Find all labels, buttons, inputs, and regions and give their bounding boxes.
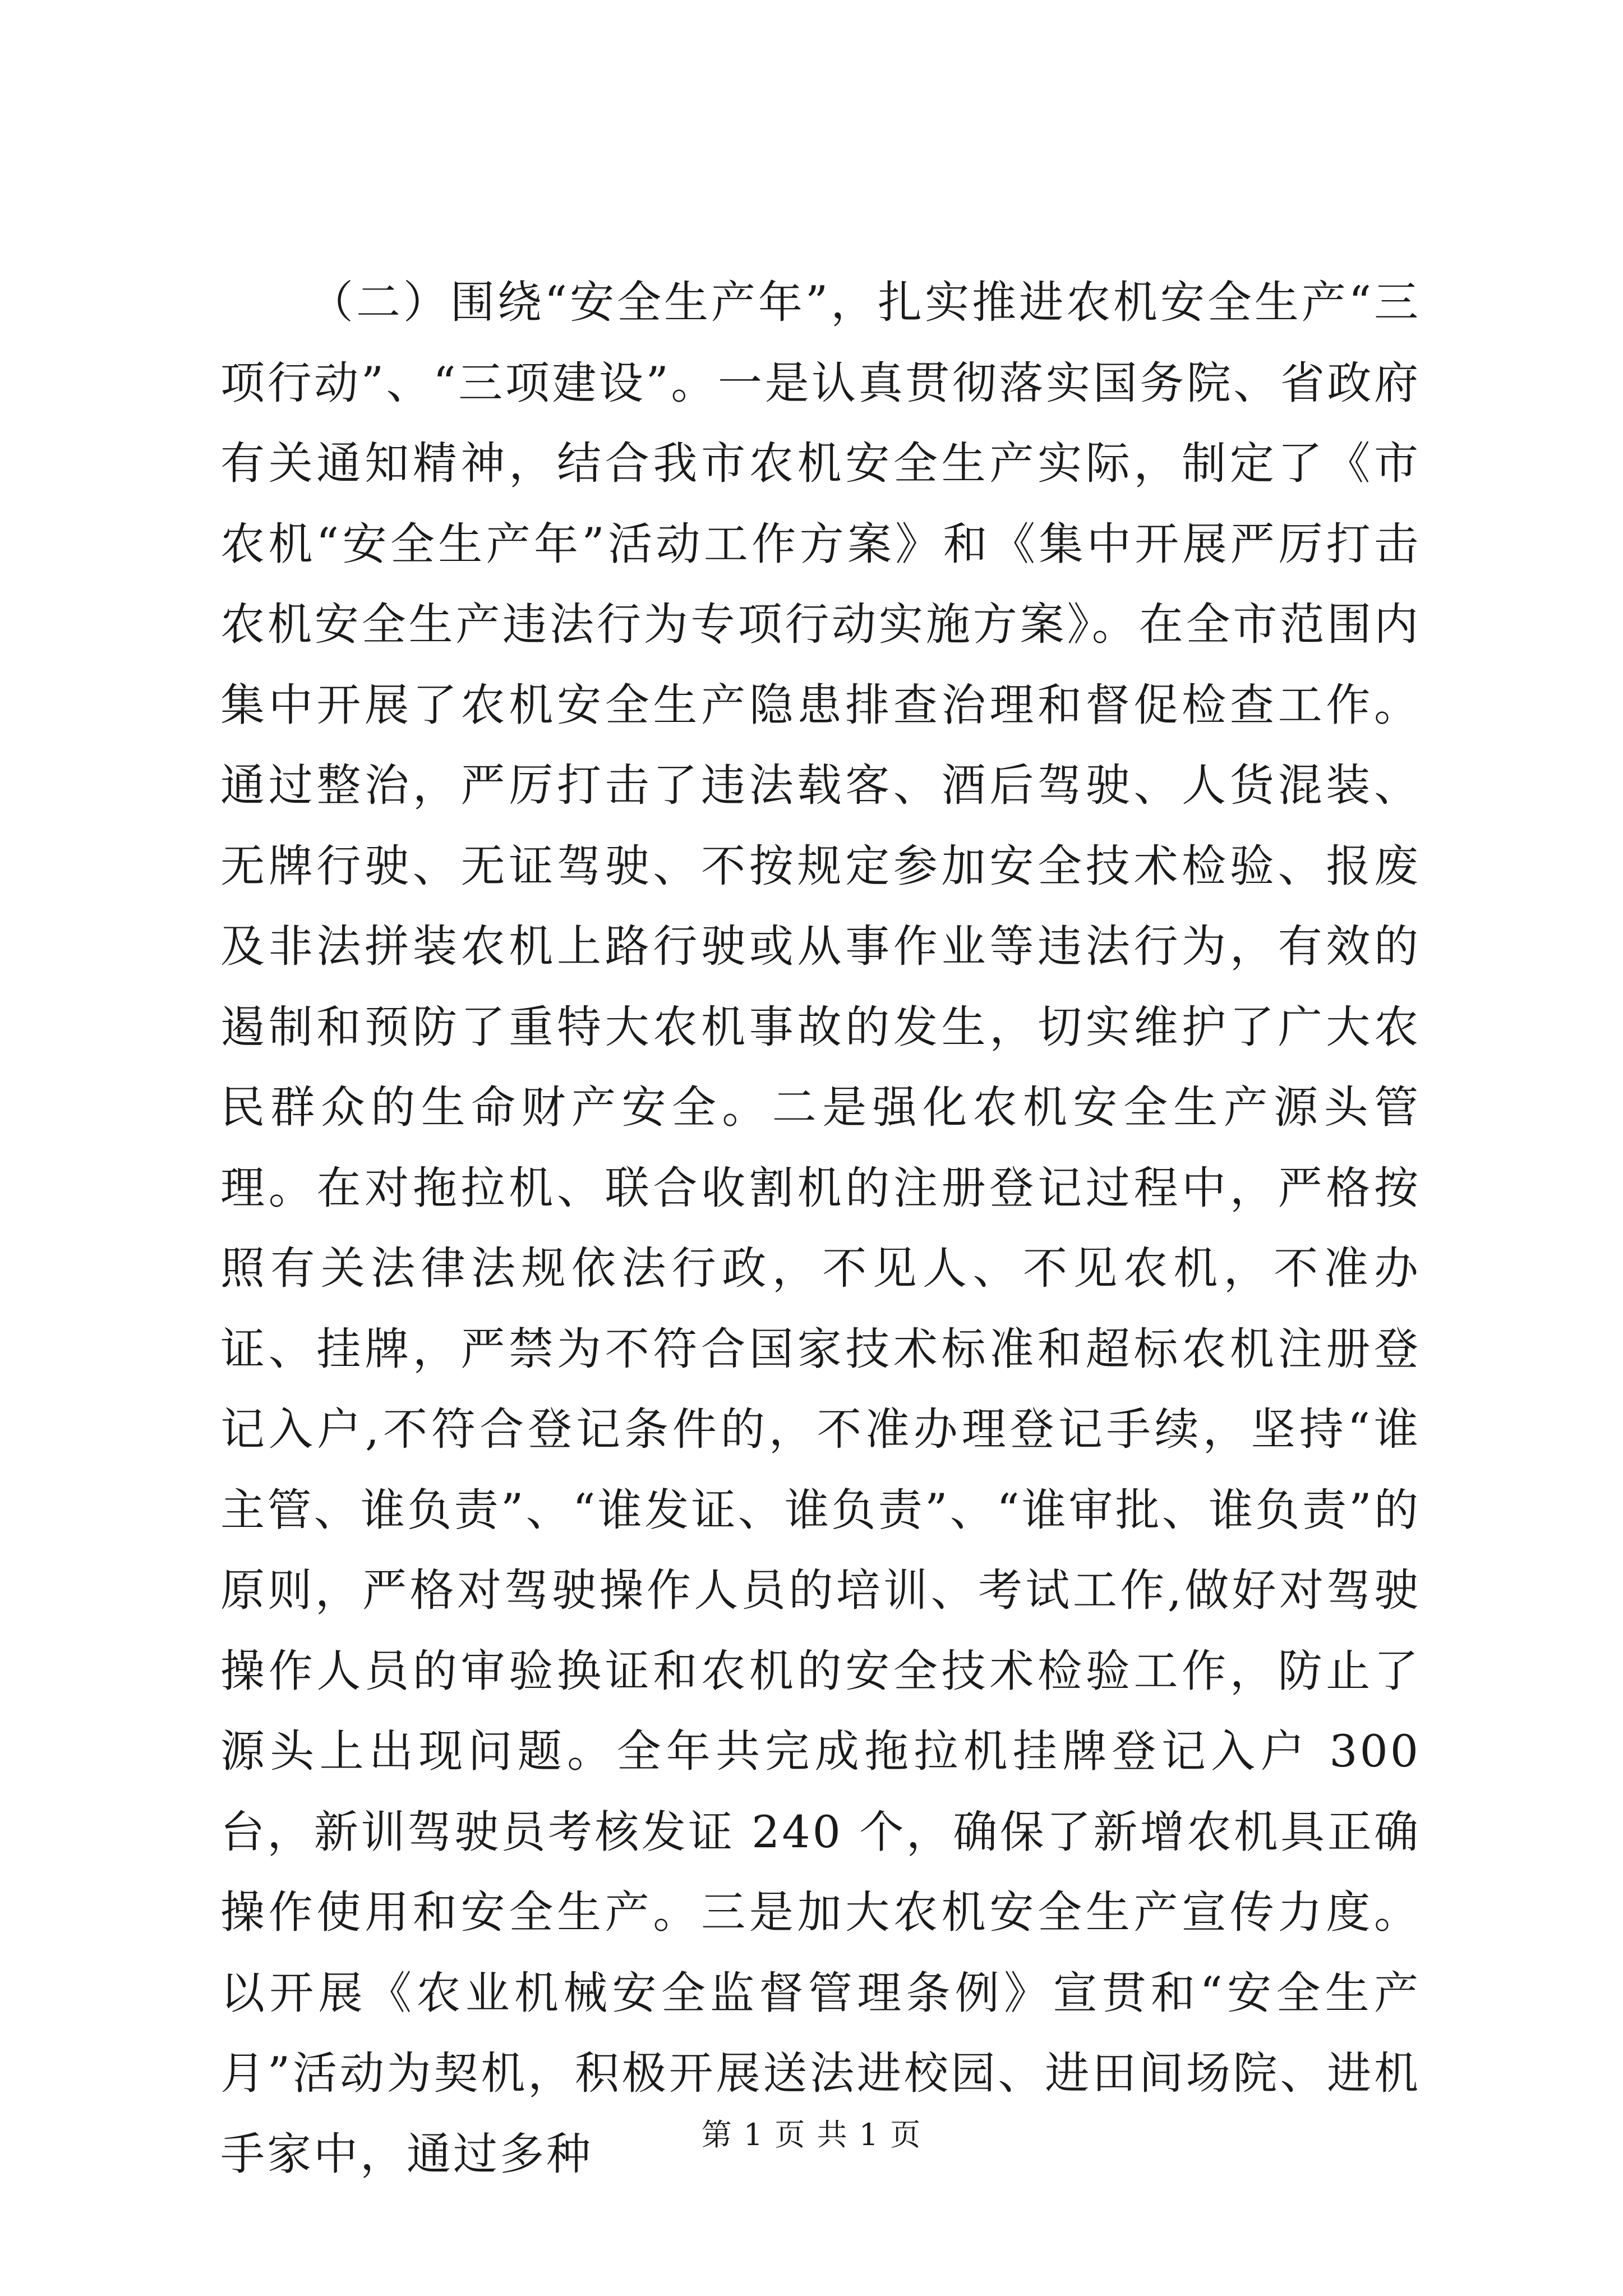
body-paragraph: （二）围绕“安全生产年”，扎实推进农机安全生产“三项行动”、“三项建设”。一是认真贯彻落实国务院、省政府有关通知精神，结合我市农机安全生产实际，制定了《市农机“安全生产年”活动工作方案》和《集中开展严厉打击农机安全生产违法行为专项行动实施方案》。在全市范围内集中开展了农机安全生产隐患排查治理和督促检查工作。通过整治，严厉打击了违法载客、酒后驾驶、人货混装、无牌行驶、无证驾驶、不按规定参加安全技术检验、报废及非法拼装农机上路行驶或从事作业等违法行为，有效的遏制和预防了重特大农机事故的发生，切实维护了广大农民群众的生命财产安全。二是强化农机安全生产源头管理。在对拖拉机、联合收割机的注册登记过程中，严格按照有关法律法规依法行政，不见人、不见农机，不准办证、挂牌，严禁为不符合国家技术标准和超标农机注册登记入户,不符合登记条件的，不准办理登记手续，坚持“谁主管、谁负责”、“谁发证、谁负责”、“谁审批、谁负责”的原则，严格对驾驶操作人员的培训、考试工作,做好对驾驶操作人员的审验换证和农机的安全技术检验工作，防止了源头上出现问题。全年共完成拖拉机挂牌登记入户 300 台，新训驾驶员考核发证 240 个，确保了新增农机具正确操作使用和安全生产。三是加大农机安全生产宣传力度。以开展《农业机械安全监督管理条例》宣贯和“安全生产月”活动为契机，积极开展送法进校园、进田间场院、进机手家中，通过多种 [220, 277, 1421, 2180]
page-number-footer: 第 1 页 共 1 页 [701, 2117, 922, 2152]
